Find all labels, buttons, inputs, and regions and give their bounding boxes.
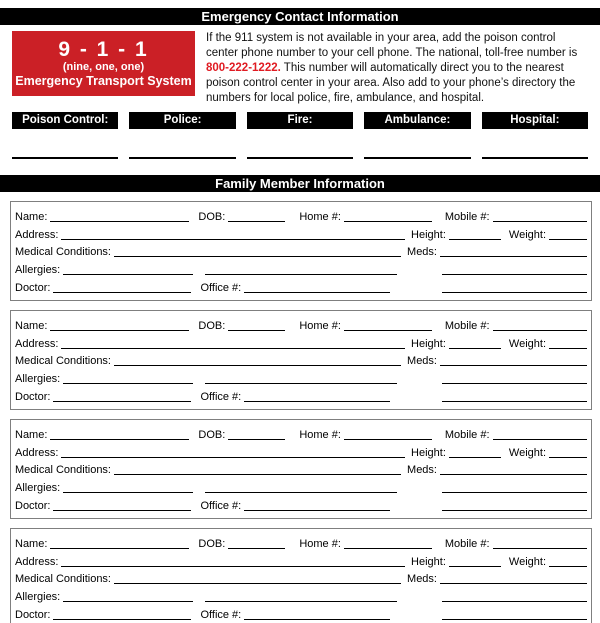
meds-blank[interactable] [440, 583, 587, 584]
911-badge [12, 31, 195, 96]
page-title: Emergency Contact Information [0, 8, 600, 25]
weight-blank[interactable] [549, 239, 587, 240]
member-row-doctor [15, 386, 587, 404]
meds-label: Meds: [407, 246, 437, 259]
medical-conditions-blank[interactable] [114, 474, 401, 475]
weight-blank[interactable] [549, 457, 587, 458]
weight-label: Weight: [508, 337, 546, 350]
name-blank[interactable] [50, 439, 189, 440]
mobile-phone-blank[interactable] [493, 548, 587, 549]
hospital-label: Hospital: [482, 112, 588, 129]
mobile-phone-label: Mobile #: [444, 210, 490, 223]
name-blank[interactable] [50, 330, 189, 331]
medical-conditions-blank[interactable] [114, 256, 401, 257]
911-number: 9 - 1 - 1 [58, 38, 149, 61]
instructions-text-after: This number will automatically direct you to the nearest poison control center in your area. Also add to your phone’s directory the numbers for local police, fire, ambulance, and hospital. [206, 62, 576, 104]
name-blank[interactable] [50, 221, 189, 222]
member-row-allergies [15, 259, 587, 277]
medical-conditions-label: Medical Conditions: [15, 464, 111, 477]
address-label: Address: [15, 337, 59, 350]
allergies-continuation-blank[interactable] [205, 274, 397, 275]
name-label: Name: [15, 537, 48, 550]
allergies-blank[interactable] [63, 492, 193, 493]
address-blank[interactable] [61, 348, 405, 349]
doctor-blank[interactable] [53, 292, 191, 293]
member-row-medical [15, 242, 587, 260]
meds-label: Meds: [407, 573, 437, 586]
member-row-allergies [15, 477, 587, 495]
home-phone-label: Home #: [299, 428, 341, 441]
member-row-address [15, 551, 587, 569]
doctor-label: Doctor: [15, 608, 51, 621]
name-label: Name: [15, 210, 48, 223]
allergies-label: Allergies: [15, 591, 61, 604]
home-phone-label: Home #: [299, 210, 341, 223]
poison-control-instructions [206, 31, 588, 106]
meds-blank[interactable] [440, 365, 587, 366]
address-label: Address: [15, 228, 59, 241]
office-phone-label: Office #: [200, 281, 242, 294]
family-section-title: Family Member Information [0, 175, 600, 192]
weight-label: Weight: [508, 228, 546, 241]
hospital-blank[interactable] [482, 155, 588, 159]
fire-label: Fire: [247, 112, 353, 129]
doctor-label: Doctor: [15, 499, 51, 512]
height-label: Height: [411, 555, 446, 568]
member-row-address [15, 333, 587, 351]
home-phone-label: Home #: [299, 319, 341, 332]
ambulance-blank[interactable] [364, 155, 470, 159]
mobile-phone-label: Mobile #: [444, 428, 490, 441]
medical-conditions-label: Medical Conditions: [15, 355, 111, 368]
doctor-label: Doctor: [15, 281, 51, 294]
doctor-blank[interactable] [53, 619, 191, 620]
mobile-phone-blank[interactable] [493, 439, 587, 440]
family-members [10, 201, 592, 623]
dob-label: DOB: [198, 210, 226, 223]
mobile-phone-label: Mobile #: [444, 537, 490, 550]
dob-label: DOB: [198, 319, 226, 332]
address-label: Address: [15, 555, 59, 568]
911-caption: Emergency Transport System [15, 74, 192, 88]
member-row-medical [15, 351, 587, 369]
medical-conditions-blank[interactable] [114, 583, 401, 584]
meds-blank[interactable] [440, 256, 587, 257]
office-phone-blank[interactable] [244, 619, 390, 620]
medical-conditions-label: Medical Conditions: [15, 246, 111, 259]
meds-continuation-blank-1[interactable] [442, 383, 587, 384]
home-phone-blank[interactable] [344, 548, 432, 549]
meds-continuation-blank-1[interactable] [442, 492, 587, 493]
home-phone-blank[interactable] [344, 221, 432, 222]
allergies-continuation-blank[interactable] [205, 383, 397, 384]
allergies-blank[interactable] [63, 383, 193, 384]
office-phone-label: Office #: [200, 608, 242, 621]
office-phone-label: Office #: [200, 390, 242, 403]
mobile-phone-blank[interactable] [493, 330, 587, 331]
member-row-doctor [15, 277, 587, 295]
medical-conditions-label: Medical Conditions: [15, 573, 111, 586]
member-row-identity [15, 533, 587, 551]
office-phone-label: Office #: [200, 499, 242, 512]
meds-label: Meds: [407, 464, 437, 477]
911-number-words: (nine, one, one) [62, 61, 145, 73]
address-blank[interactable] [61, 457, 405, 458]
police-label: Police: [129, 112, 235, 129]
meds-continuation-blank-1[interactable] [442, 274, 587, 275]
doctor-blank[interactable] [53, 401, 191, 402]
mobile-phone-blank[interactable] [493, 221, 587, 222]
fire-blank[interactable] [247, 155, 353, 159]
weight-label: Weight: [508, 555, 546, 568]
contact-labels-row [12, 112, 588, 129]
member-row-allergies [15, 368, 587, 386]
address-blank[interactable] [61, 566, 405, 567]
allergies-continuation-blank[interactable] [205, 601, 397, 602]
home-phone-label: Home #: [299, 537, 341, 550]
member-row-medical [15, 569, 587, 587]
instructions-text-before: If the 911 system is not available in your area, add the poison control center phone number to your cell phone. The national, toll-free number is [206, 32, 578, 59]
contact-blanks-row [12, 155, 588, 159]
home-phone-blank[interactable] [344, 439, 432, 440]
name-label: Name: [15, 428, 48, 441]
office-phone-blank[interactable] [244, 401, 390, 402]
allergies-label: Allergies: [15, 264, 61, 277]
poison-control-phone-number: 800-222-1222. [206, 62, 281, 74]
weight-blank[interactable] [549, 348, 587, 349]
home-phone-blank[interactable] [344, 330, 432, 331]
doctor-label: Doctor: [15, 390, 51, 403]
family-member-section [10, 419, 592, 519]
dob-label: DOB: [198, 537, 226, 550]
poison-control-blank[interactable] [12, 155, 118, 159]
meds-label: Meds: [407, 355, 437, 368]
office-phone-blank[interactable] [244, 510, 390, 511]
allergies-blank[interactable] [63, 274, 193, 275]
dob-blank[interactable] [228, 548, 285, 549]
allergies-label: Allergies: [15, 373, 61, 386]
meds-continuation-blank-2[interactable] [442, 619, 587, 620]
member-row-identity [15, 315, 587, 333]
allergies-label: Allergies: [15, 482, 61, 495]
dob-blank[interactable] [228, 221, 285, 222]
intro-section [12, 31, 588, 106]
emergency-form-page [0, 8, 600, 623]
member-row-doctor [15, 604, 587, 622]
meds-blank[interactable] [440, 474, 587, 475]
weight-blank[interactable] [549, 566, 587, 567]
allergies-continuation-blank[interactable] [205, 492, 397, 493]
family-member-section [10, 310, 592, 410]
meds-continuation-blank-2[interactable] [442, 292, 587, 293]
member-row-medical [15, 460, 587, 478]
family-member-section [10, 201, 592, 301]
height-blank[interactable] [449, 239, 501, 240]
medical-conditions-blank[interactable] [114, 365, 401, 366]
member-row-doctor [15, 495, 587, 513]
member-row-allergies [15, 586, 587, 604]
name-label: Name: [15, 319, 48, 332]
dob-blank[interactable] [228, 439, 285, 440]
name-blank[interactable] [50, 548, 189, 549]
height-blank[interactable] [449, 566, 501, 567]
address-blank[interactable] [61, 239, 405, 240]
mobile-phone-label: Mobile #: [444, 319, 490, 332]
weight-label: Weight: [508, 446, 546, 459]
police-blank[interactable] [129, 155, 235, 159]
member-row-address [15, 224, 587, 242]
member-row-address [15, 442, 587, 460]
meds-continuation-blank-2[interactable] [442, 510, 587, 511]
member-row-identity [15, 206, 587, 224]
poison-control-label: Poison Control: [12, 112, 118, 129]
member-row-identity [15, 424, 587, 442]
allergies-blank[interactable] [63, 601, 193, 602]
address-label: Address: [15, 446, 59, 459]
height-blank[interactable] [449, 457, 501, 458]
meds-continuation-blank-2[interactable] [442, 401, 587, 402]
ambulance-label: Ambulance: [364, 112, 470, 129]
dob-blank[interactable] [228, 330, 285, 331]
family-member-section [10, 528, 592, 623]
office-phone-blank[interactable] [244, 292, 390, 293]
height-label: Height: [411, 228, 446, 241]
doctor-blank[interactable] [53, 510, 191, 511]
dob-label: DOB: [198, 428, 226, 441]
height-label: Height: [411, 446, 446, 459]
height-blank[interactable] [449, 348, 501, 349]
meds-continuation-blank-1[interactable] [442, 601, 587, 602]
height-label: Height: [411, 337, 446, 350]
